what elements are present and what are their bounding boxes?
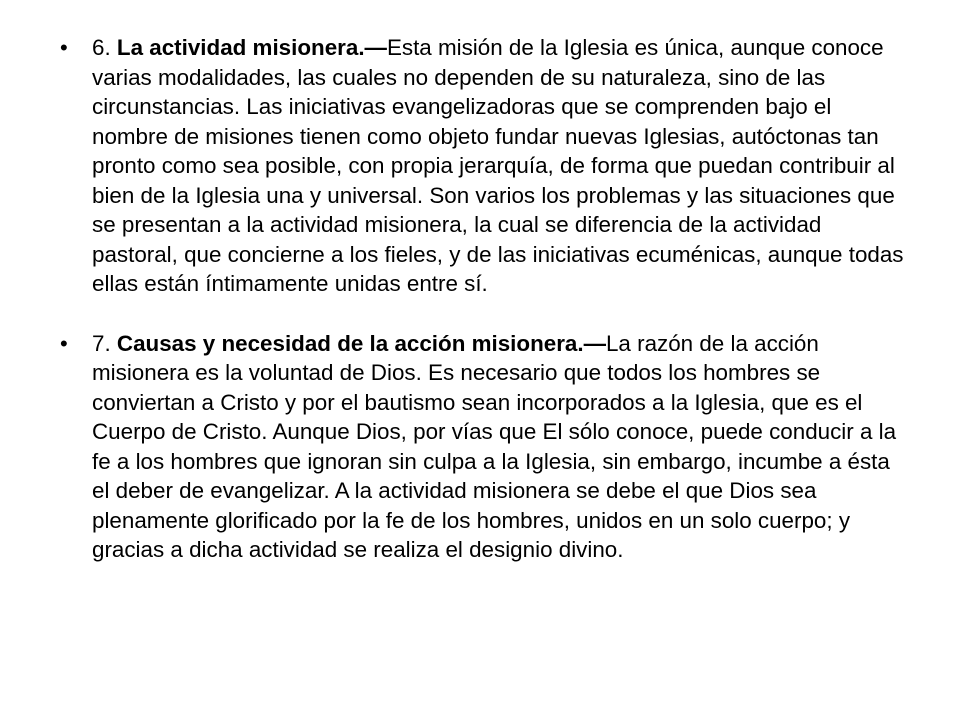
item-body: Esta misión de la Iglesia es única, aunque conoce varias modalidades, las cuales no dependen de su naturaleza, sino de las circunstancias. Las iniciativas evangelizadoras que se comprenden bajo el nombre de misiones tienen como objeto fundar nuevas Iglesias, autóctonas tan pronto como sea posible, con propia jerarquía, de forma que puedan contribuir al bien de la Iglesia una y universal. Son varios los problemas y las situaciones que se presentan a la actividad misionera, la cual se diferencia de la actividad pastoral, que concierne a los fieles, y de las iniciativas ecuménicas, aunque todas ellas están íntimamente unidas entre sí. xyxy=(92,35,904,296)
item-heading: La actividad misionera.— xyxy=(116,35,387,60)
item-number: 7. xyxy=(92,330,117,356)
bullet-icon: • xyxy=(60,330,68,356)
item-body: La razón de la acción misionera es la voluntad de Dios. Es necesario que todos los hombres se conviertan a Cristo y por el bautismo sean incorporados a la Iglesia, que es el Cuerpo de Cristo. Aunque Dios, por vías que El sólo conoce, puede conducir a la fe a los hombres que ignoran sin culpa a la Iglesia, sin embargo, incumbe a ésta el deber de evangelizar. A la actividad misionera se debe el que Dios sea plenamente glorificado por la fe de los hombres, unidos en un solo cuerpo; y gracias a dicha actividad se realiza el designio divino. xyxy=(92,330,897,562)
bullet-list xyxy=(60,33,910,565)
item-heading: Causas y necesidad de la acción misionera.— xyxy=(116,330,606,356)
item-number: 6. xyxy=(92,35,117,60)
bullet-item-7 xyxy=(60,329,910,565)
bullet-item-6 xyxy=(60,33,910,299)
bullet-icon: • xyxy=(60,35,68,60)
